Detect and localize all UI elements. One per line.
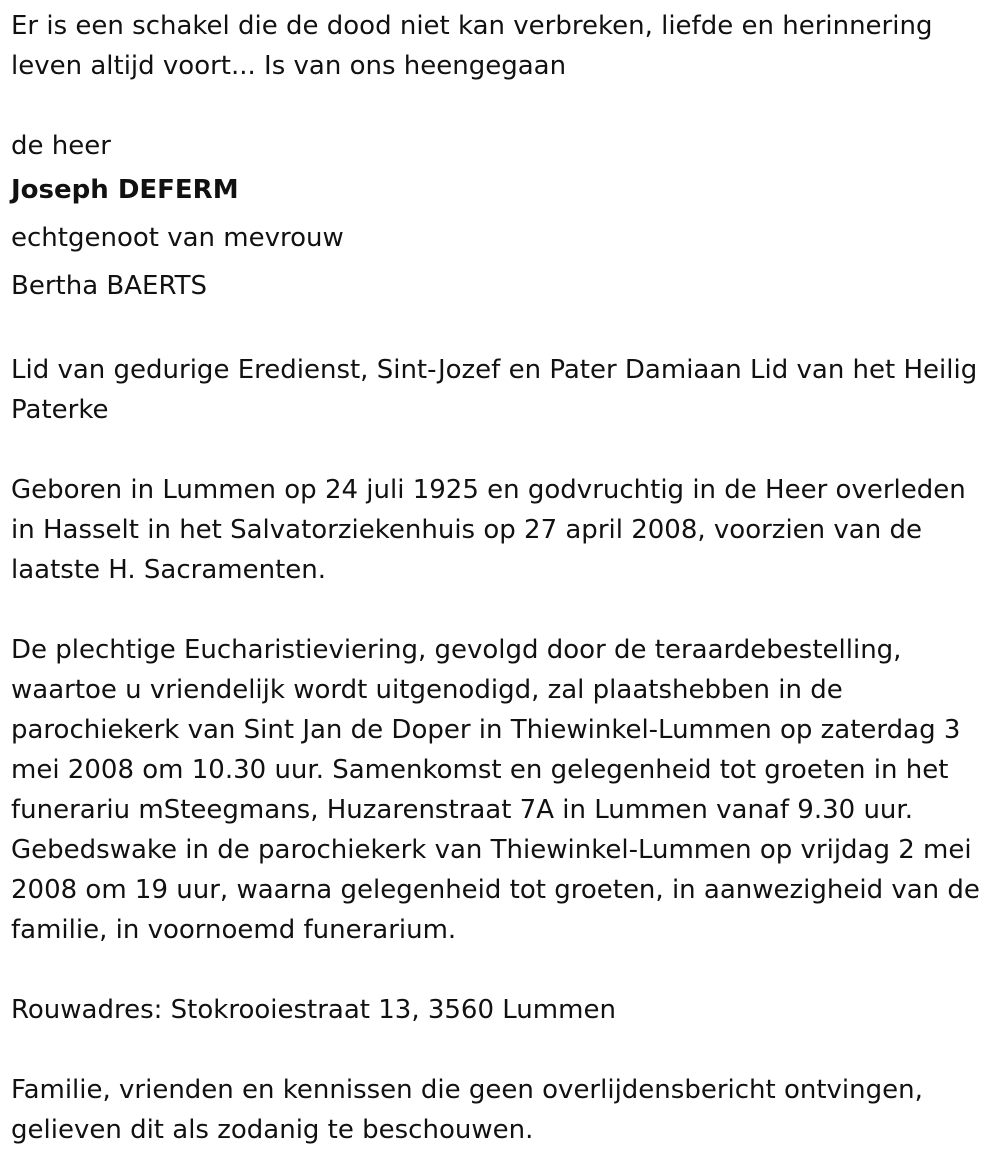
deceased-name: Joseph DEFERM [11,175,239,205]
spacer [11,430,991,470]
spouse-name: Bertha BAERTS [11,271,208,301]
memberships-text: Lid van gedurige Eredienst, Sint-Jozef en Pater Damiaan Lid van het Heilig Paterke [11,355,978,425]
spouse-label: echtgenoot van mevrouw [11,223,344,253]
birth-death-text: Geboren in Lummen op 24 juli 1925 en godvruchtig in de Heer overleden in Hasselt in het Salvatorziekenhuis op 27 april 2008, voorzien van de laatste H. Sacramenten. [11,475,966,585]
spacer [11,590,991,630]
intro-text: Er is een schakel die de dood niet kan verbreken, liefde en herinnering leven altijd voort... Is van ons heengegaan [11,11,933,81]
death-notice [11,6,991,1150]
spacer [11,1030,991,1070]
closing-text: Familie, vrienden en kennissen die geen overlijdensbericht ontvingen, gelieven dit als zodanig te beschouwen. [11,1075,923,1145]
salutation: de heer [11,131,111,161]
spacer [11,310,991,350]
ceremony-text: De plechtige Eucharistieviering, gevolgd door de teraardebestelling, waartoe u vriendelijk wordt uitgenodigd, zal plaatshebben in de parochiekerk van Sint Jan de Doper in Thiewinkel-Lummen op zaterdag 3 mei 2008 om 10.30 uur. Samenkomst en gelegenheid tot groeten in het funerariu mSteegmans, Huzarenstraat 7A in Lummen vanaf 9.30 uur. Gebedswake in de parochiekerk van Thiewinkel-Lummen op vrijdag 2 mei 2008 om 19 uur, waarna gelegenheid tot groeten, in aanwezigheid van de familie, in voornoemd funerarium. [11,635,980,945]
spacer [11,86,991,126]
spacer [11,950,991,990]
mourning-address: Rouwadres: Stokrooiestraat 13, 3560 Lummen [11,995,616,1025]
